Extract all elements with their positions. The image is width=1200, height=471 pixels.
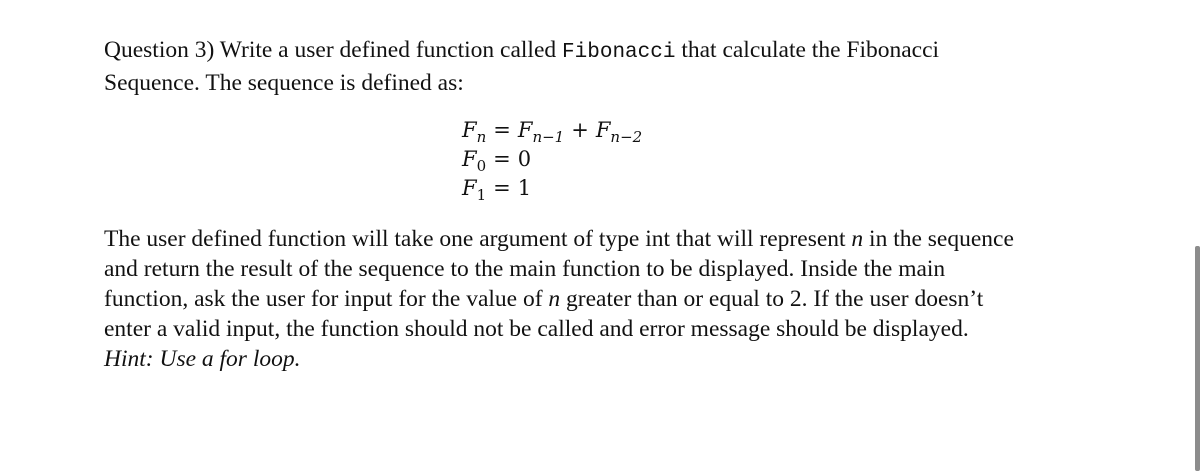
equals-sign: = [493,147,511,171]
equation-subscript: n−2 [610,128,643,146]
equation-subscript: 0 [476,157,487,175]
paragraph-line: enter a valid input, the function should not be called and error message should be displayed. [104,316,969,342]
scrollbar-thumb[interactable] [1195,246,1200,471]
equation-value: 1 [517,176,532,200]
equation-value: 0 [517,147,532,171]
equation-subscript: n−1 [532,128,565,146]
paragraph-line [104,284,1084,314]
equation-symbol: F [462,176,477,200]
variable-n: n [548,286,561,312]
plus-sign: + [571,118,589,142]
question-prefix: Question 3) Write a user defined function called [104,37,563,63]
equals-sign: = [493,176,511,200]
equals-sign: = [493,118,511,142]
text-run: function, ask the user for input for the value of [104,286,549,312]
equation-symbol: F [462,147,477,171]
paragraph-line [104,224,1084,254]
equation-subscript: n [476,128,487,146]
variable-n: n [851,226,864,252]
paragraph-line: and return the result of the sequence to the main function to be displayed. Inside the main [104,256,946,282]
question-line-2: Sequence. The sequence is defined as: [104,70,464,96]
question-heading [104,35,1104,98]
text-run: greater than or equal to 2. If the user doesn’t [560,286,984,312]
equation-symbol: F [595,118,611,142]
base-case-f0 [462,145,642,174]
base-case-f1 [462,174,642,203]
instructions-paragraph [104,224,1084,374]
equation-subscript: 1 [476,186,487,204]
equation-symbol: F [517,118,533,142]
question-suffix: that calculate the Fibonacci [675,37,940,63]
recurrence-equation [462,116,642,145]
equation-symbol: F [462,118,477,142]
function-name-code: Fibonacci [562,41,676,64]
text-run: in the sequence [863,226,1014,252]
text-run: The user defined function will take one argument of type int that will represent [104,226,852,252]
hint-text: Hint: Use a for loop. [104,346,301,372]
equation-block [462,116,642,203]
